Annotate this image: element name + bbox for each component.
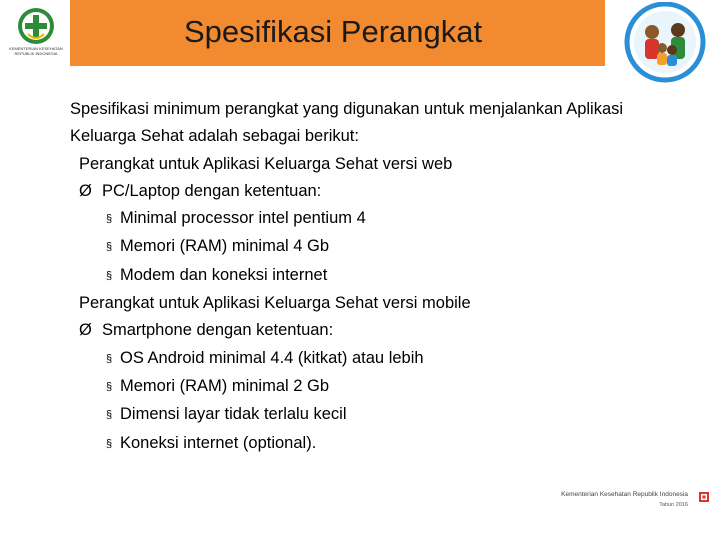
web-device-item	[70, 178, 690, 205]
mobile-device-item	[70, 317, 690, 344]
spec-item	[70, 430, 690, 458]
web-device-label: PC/Laptop dengan ketentuan:	[102, 181, 322, 200]
spec-item	[70, 262, 690, 290]
spec-content	[70, 96, 690, 458]
intro-line: Keluarga Sehat adalah sebagai berikut:	[70, 127, 359, 146]
spec-item	[70, 205, 690, 233]
mobile-heading: Perangkat untuk Aplikasi Keluarga Sehat versi mobile	[79, 294, 471, 313]
spec-item	[70, 373, 690, 401]
square-bullet-icon: §	[106, 409, 113, 422]
square-bullet-icon: §	[106, 269, 113, 282]
title-band	[70, 0, 605, 66]
logo-caption: KEMENTERIAN KESEHATAN REPUBLIK INDONESIA	[9, 46, 63, 56]
spec-text: Memori (RAM) minimal 2 Gb	[120, 376, 330, 395]
mobile-device-label: Smartphone dengan ketentuan:	[102, 321, 334, 340]
spec-text: Dimensi layar tidak terlalu kecil	[120, 405, 347, 424]
keluarga-sehat-family-logo-icon	[612, 2, 718, 84]
spec-item	[70, 233, 690, 261]
intro-line: Spesifikasi minimum perangkat yang digunakan untuk menjalankan Aplikasi	[70, 100, 624, 118]
square-bullet-icon: §	[106, 352, 113, 365]
spec-text: Memori (RAM) minimal 4 Gb	[120, 237, 330, 256]
square-bullet-icon: §	[106, 380, 113, 393]
footer-org: Kementerian Kesehatan Republik Indonesia	[561, 491, 688, 498]
square-bullet-icon: §	[106, 437, 113, 450]
spec-text: Koneksi internet (optional).	[120, 433, 317, 452]
spec-item	[70, 345, 690, 373]
spec-item	[70, 401, 690, 429]
arrow-bullet-icon: Ø	[79, 321, 92, 340]
footer	[556, 491, 716, 515]
red-square-mark-icon	[698, 491, 710, 503]
web-heading: Perangkat untuk Aplikasi Keluarga Sehat versi web	[79, 154, 453, 173]
square-bullet-icon: §	[106, 241, 113, 254]
footer-year: Tahun 2016	[659, 502, 688, 508]
page-title: Spesifikasi Perangkat	[184, 14, 483, 49]
spec-text: Modem dan koneksi internet	[120, 265, 328, 284]
spec-text: OS Android minimal 4.4 (kitkat) atau lebih	[120, 348, 424, 367]
square-bullet-icon: §	[106, 213, 113, 226]
arrow-bullet-icon: Ø	[79, 181, 92, 200]
spec-text: Minimal processor intel pentium 4	[120, 209, 366, 228]
